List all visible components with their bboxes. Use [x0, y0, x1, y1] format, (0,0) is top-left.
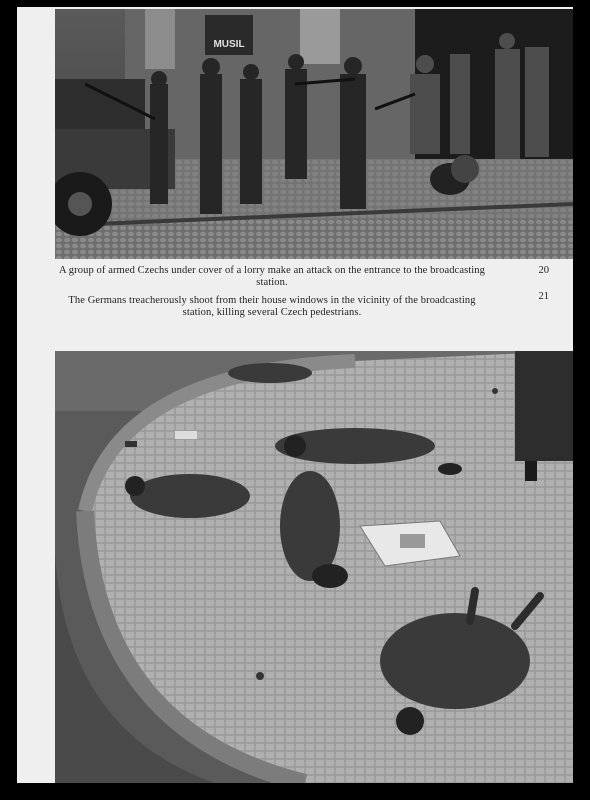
caption-text: A group of armed Czechs under cover of a lorry make an attack on the entrance to the broadcasting station. [58, 265, 486, 288]
photo-armed-czechs-image [55, 9, 573, 259]
caption-20 [57, 265, 567, 289]
caption-block [57, 265, 567, 347]
photo-street-victims-image [55, 351, 573, 783]
caption-number: 21 [538, 291, 549, 302]
book-page [17, 7, 573, 783]
photo-armed-czechs [55, 9, 573, 259]
caption-21 [57, 295, 567, 319]
caption-number: 20 [538, 265, 549, 276]
shop-sign-text: MUSIL [213, 39, 245, 50]
caption-text: The Germans treacherously shoot from their house windows in the vicinity of the broadcasting station, killing several Czech pedestrians. [68, 295, 476, 318]
photo-street-victims [55, 351, 573, 783]
